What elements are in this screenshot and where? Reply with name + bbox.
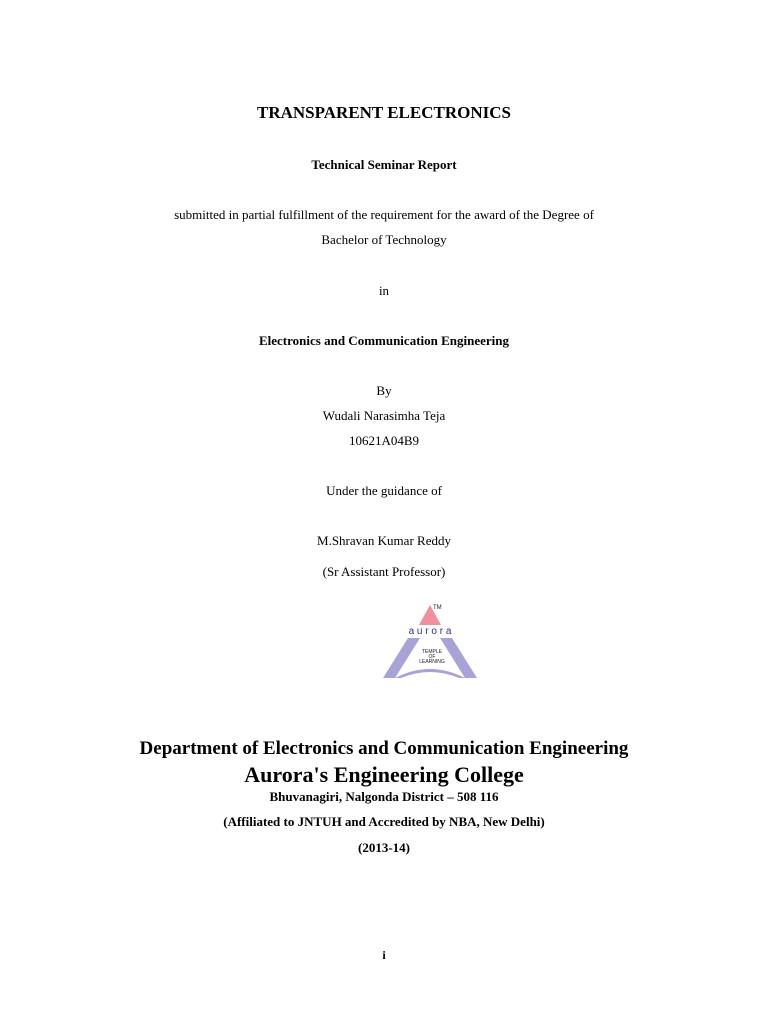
aurora-logo — [378, 600, 482, 682]
author-name: Wudali Narasimha Teja — [322, 408, 446, 423]
affiliation-note: (Affiliated to JNTUH and Accredited by NBA, New Delhi) — [223, 814, 545, 829]
guide-designation: (Sr Assistant Professor) — [322, 564, 446, 579]
logo-base-arch — [395, 669, 465, 678]
logo-name: a u r o r a — [408, 626, 452, 637]
college-name: Aurora's Engineering College — [244, 762, 524, 787]
degree-name: Bachelor of Technology — [321, 232, 447, 247]
department-name: Department of Electronics and Communication Engineering — [139, 738, 629, 759]
page-number: i — [382, 948, 386, 962]
guide-name: M.Shravan Kumar Reddy — [317, 533, 451, 548]
logo-tagline-2: OF — [428, 654, 436, 660]
by-label: By — [376, 383, 392, 398]
roll-number: 10621A04B9 — [348, 433, 420, 448]
report-subtitle: Technical Seminar Report — [311, 157, 457, 172]
report-title: TRANSPARENT ELECTRONICS — [257, 103, 511, 122]
branch-name: Electronics and Communication Engineering — [258, 333, 510, 348]
logo-trademark: TM — [433, 605, 442, 611]
college-address: Bhuvanagiri, Nalgonda District – 508 116 — [269, 789, 499, 804]
guidance-label: Under the guidance of — [326, 483, 442, 498]
submission-statement: submitted in partial fulfillment of the requirement for the award of the Degree of — [174, 207, 594, 222]
logo-tagline-3: LEARNING — [419, 659, 445, 665]
logo-tagline-1: TEMPLE — [421, 649, 443, 655]
academic-year: (2013-14) — [358, 840, 410, 855]
in-label: in — [378, 283, 390, 298]
